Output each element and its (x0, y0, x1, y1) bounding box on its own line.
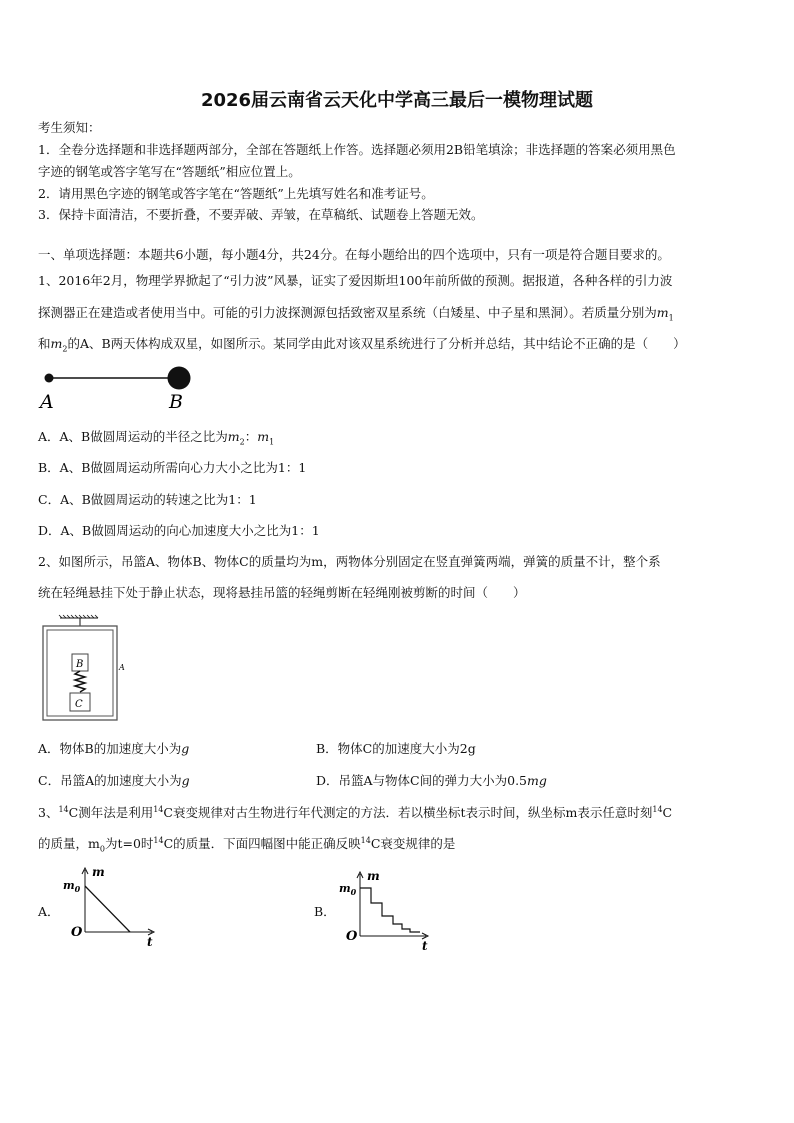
graph-origin: O (71, 925, 83, 940)
graph-origin: O (346, 929, 358, 944)
notice-item: 1．全卷分选择题和非选择题两部分，全部在答题纸上作答。选择题必须用2B铅笔填涂；非选择题的答案必须用黑色 (38, 142, 676, 157)
q3-stem-line: 的质量，$m_0$为t=0时$^{14}$C的质量．下面四幅图中能正确反映$^{14}$C衰变规律的是 (38, 835, 456, 854)
linear-decay-line (85, 886, 130, 932)
q2-option-a: A．物体B的加速度大小为g (38, 741, 190, 756)
notice-item: 3．保持卡面清洁，不要折叠，不要弄破、弄皱，在草稿纸、试题卷上答题无效。 (38, 207, 484, 222)
q3-graph-a (60, 864, 170, 948)
spring (75, 671, 85, 692)
notice-item: 字迹的钢笔或答字笔写在“答题纸”相应位置上。 (38, 164, 301, 179)
q2-option-d: D．吊篮A与物体C间的弹力大小为0.5mg (316, 773, 547, 788)
q2-option-c: C．吊篮A的加速度大小为g (38, 773, 190, 788)
body-b-dot (168, 367, 191, 390)
page-title: 2026届云南省云天化中学高三最后一模物理试题 (200, 90, 594, 111)
q1-option-d: D．A、B做圆周运动的向心加速度大小之比为1：1 (38, 523, 320, 538)
notice-item: 2．请用黑色字迹的钢笔或答字笔在“答题纸”上先填写姓名和准考证号。 (38, 186, 434, 201)
graph-m0: $m_0$ (339, 882, 357, 897)
q2-stem-line: 2、如图所示，吊篮A、物体B、物体C的质量均为m，两物体分别固定在竖直弹簧两端，弹簧的质量不计，整个系 (38, 554, 661, 569)
q3-stem-line: 3、$^{14}$C测年法是利用$^{14}$C衰变规律对古生物进行年代测定的方法．若以横坐标t表示时间，纵坐标m表示任意时刻$^{14}$C (38, 804, 673, 820)
q2-stem-line: 统在轻绳悬挂下处于静止状态，现将悬挂吊篮的轻绳剪断在轻绳刚被剪断的时间（ ） (38, 585, 526, 600)
basket-a-label: A (119, 663, 125, 672)
q1-option-b: B．A、B做圆周运动所需向心力大小之比为1：1 (38, 460, 307, 475)
q1-stem-line: 探测器正在建造或者使用当中。可能的引力波探测源包括致密双星系统（白矮星、中子星和黑洞）。若质量分别为$m_1$ (38, 305, 674, 323)
q2-option-b: B．物体C的加速度大小为2g (316, 741, 476, 756)
q1-option-a: A．A、B做圆周运动的半径之比为$m_2$：$m_1$ (38, 429, 275, 447)
graph-m: m (367, 869, 380, 883)
q3-graph-b (338, 868, 438, 954)
label-a: A (40, 391, 54, 413)
q1-stem-line: 1、2016年2月，物理学界掀起了“引力波”风暴，证实了爱因斯坦100年前所做的预测。据报道，各种各样的引力波 (38, 273, 673, 288)
notice-heading: 考生须知： (38, 120, 101, 135)
q1-double-star-figure (36, 364, 206, 414)
q3-option-a-label: A． (38, 904, 60, 919)
graph-m0: $m_0$ (63, 879, 81, 894)
label-b: B (169, 391, 183, 413)
q2-basket-figure (40, 614, 130, 724)
body-a-dot (45, 374, 54, 383)
q3-option-b-label: B． (314, 904, 336, 919)
block-b-label: B (76, 659, 84, 670)
q1-stem-line: 和$m_2$的A、B两天体构成双星，如图所示。某同学由此对该双星系统进行了分析并总结，其中结论不正确的是（ ） (38, 336, 686, 354)
q1-option-c: C．A、B做圆周运动的转速之比为1：1 (38, 492, 257, 507)
graph-m: m (92, 865, 105, 879)
step-decay-line (360, 888, 420, 932)
section-heading: 一、单项选择题：本题共6小题，每小题4分，共24分。在每小题给出的四个选项中，只有一项是符合题目要求的。 (38, 247, 670, 262)
graph-t: t (422, 939, 428, 953)
block-c-label: C (75, 699, 83, 710)
graph-t: t (147, 935, 153, 948)
